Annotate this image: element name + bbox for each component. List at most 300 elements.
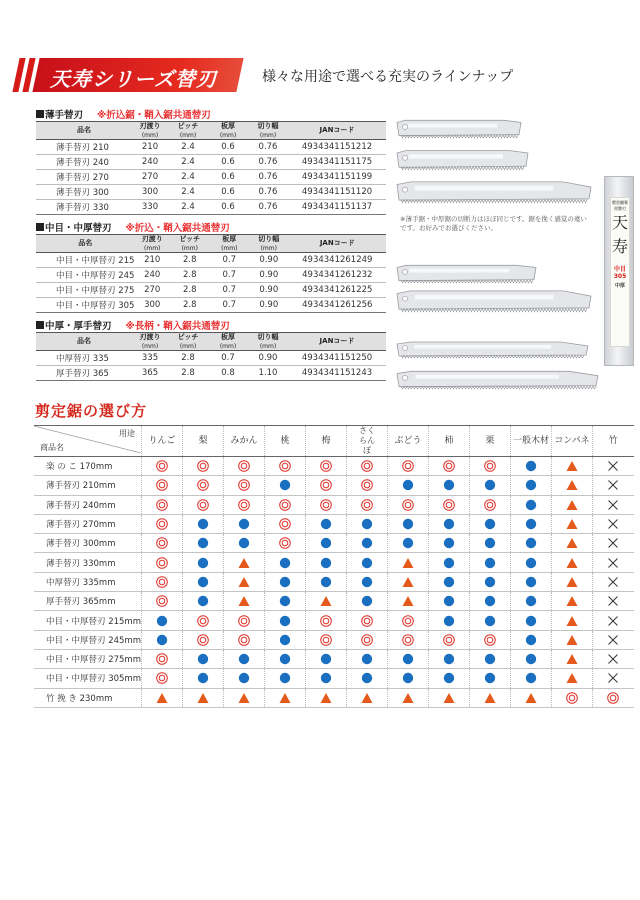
double-circle-icon [320,499,332,511]
table-cell: 4934341151250 [288,351,386,366]
column-header-label: 刃渡り [139,121,161,130]
suitability-cell [388,495,429,514]
cross-icon [607,518,619,530]
spec-heading-note: ※折込鋸・鞘入鋸共通替刃 [97,110,211,121]
double-circle-icon [443,499,455,511]
column-header-label: 切り幅 [258,234,280,243]
suitability-cell [511,688,552,707]
column-header [288,333,386,351]
suitability-cell [183,514,224,533]
suitability-cell [593,688,634,707]
table-row [36,366,386,381]
table-cell: 270 [134,283,170,298]
suitability-cell [429,649,470,668]
table-cell: 240 [132,155,168,170]
selection-table [34,425,634,708]
table-cell: 0.6 [208,200,248,215]
filled-circle-icon [361,653,373,665]
suitability-cell [224,534,265,553]
filled-circle-icon [402,479,414,491]
column-header-unit: (mm) [259,131,277,139]
suitability-cell [347,514,388,533]
blade-package [604,176,634,366]
column-header-label: ピッチ [177,121,199,130]
double-circle-icon [607,692,619,704]
filled-circle-icon [279,557,291,569]
suitability-cell [142,611,183,630]
suitability-cell [470,611,511,630]
column-header-unit: (mm) [181,244,198,252]
product-name: 中目・中厚替刃 305mm [34,669,142,688]
table-cell: 0.7 [208,351,248,366]
table-cell: 300 [132,185,168,200]
spec-heading-text: 中目・中厚替刃 [45,223,112,234]
table-cell: 薄手替刃 210 [36,140,132,155]
suitability-cell [593,457,634,476]
filled-circle-icon [525,672,537,684]
usage-column-header: さくらんぼ [347,426,388,457]
spec-table-medium [36,220,386,313]
suitability-cell [224,514,265,533]
suitability-cell [306,495,347,514]
table-cell: 0.76 [248,155,288,170]
corner-header [34,426,142,457]
suitability-cell [183,457,224,476]
suitability-cell [306,649,347,668]
table-row [36,185,386,200]
usage-column-header: りんご [142,426,183,457]
column-header-unit: (mm) [144,244,161,252]
product-name: 薄手替刃 300mm [34,534,142,553]
column-header [248,122,288,140]
filled-circle-icon [402,672,414,684]
suitability-cell [429,688,470,707]
table-cell: 中目・中厚替刃 245 [36,268,134,283]
filled-circle-icon [279,576,291,588]
selection-row [34,649,634,668]
suitability-cell [224,592,265,611]
suitability-cell [429,669,470,688]
table-cell: 2.4 [168,200,208,215]
suitability-cell [429,476,470,495]
suitability-cell [388,572,429,591]
suitability-cell [429,553,470,572]
spec-table [36,234,386,313]
triangle-icon [484,692,496,704]
spec-heading-text: 中厚・厚手替刃 [45,321,112,332]
suitability-cell [593,611,634,630]
table-cell: 薄手替刃 240 [36,155,132,170]
selection-row [34,553,634,572]
column-header-label: 切り幅 [257,121,279,130]
double-circle-icon [361,615,373,627]
suitability-cell [183,688,224,707]
suitability-cell [265,553,306,572]
saw-blade-icon [395,147,530,171]
filled-circle-icon [443,518,455,530]
double-circle-icon [156,479,168,491]
filled-circle-icon [320,653,332,665]
suitability-cell [347,534,388,553]
spec-heading [36,220,386,234]
filled-circle-icon [197,576,209,588]
suitability-cell [552,630,593,649]
suitability-cell [224,669,265,688]
table-row [36,268,386,283]
table-cell: 中目・中厚替刃 305 [36,298,134,313]
column-header-unit: (mm) [221,244,238,252]
suitability-cell [470,476,511,495]
suitability-cell [142,688,183,707]
suitability-cell [511,457,552,476]
triangle-icon [566,615,578,627]
suitability-cell [224,495,265,514]
triangle-icon [566,672,578,684]
cross-icon [607,576,619,588]
double-circle-icon [320,460,332,472]
suitability-cell [388,592,429,611]
suitability-cell [347,688,388,707]
suitability-cell [511,649,552,668]
cross-icon [607,672,619,684]
usage-column-header: ぶどう [388,426,429,457]
suitability-cell [470,495,511,514]
suitability-cell [470,572,511,591]
suitability-cell [347,495,388,514]
filled-circle-icon [197,537,209,549]
suitability-cell [552,688,593,707]
blade-note: ※薄手鋸・中厚鋸の切断力はほぼ同じです。鋸を挽く感覚の違いです。お好みでお選びください。 [400,215,587,232]
triangle-icon [279,692,291,704]
suitability-cell [593,649,634,668]
column-header-unit: (mm) [260,244,277,252]
saw-blade-icon [395,339,590,359]
double-circle-icon [156,672,168,684]
product-name: 薄手替刃 330mm [34,553,142,572]
usage-column-header: コンパネ [552,426,593,457]
filled-circle-icon [197,653,209,665]
selection-header-row [34,426,634,457]
suitability-cell [511,534,552,553]
filled-circle-icon [443,479,455,491]
column-header [36,333,132,351]
column-header [168,333,208,351]
filled-circle-icon [443,576,455,588]
product-name: 中厚替刃 335mm [34,572,142,591]
table-cell: 厚手替刃 365 [36,366,132,381]
filled-circle-icon [484,479,496,491]
suitability-cell [224,630,265,649]
column-header-unit: (mm) [141,342,159,350]
suitability-cell [142,553,183,572]
filled-circle-icon [238,537,250,549]
suitability-cell [183,476,224,495]
square-bullet-icon [36,223,44,231]
product-name: 楽 の こ 170mm [34,457,142,476]
column-header [208,333,248,351]
usage-column-header: 竹 [593,426,634,457]
table-row [36,200,386,215]
table-cell: 4934341151199 [288,170,386,185]
product-name: 薄手替刃 210mm [34,476,142,495]
filled-circle-icon [361,576,373,588]
filled-circle-icon [525,518,537,530]
suitability-cell [306,688,347,707]
package-label [610,197,630,347]
spec-heading-note: ※長柄・鞘入鋸共通替刃 [125,321,230,332]
double-circle-icon [402,499,414,511]
suitability-cell [224,457,265,476]
saw-blade-icon [395,117,523,139]
suitability-cell [224,688,265,707]
column-header [36,122,132,140]
suitability-cell [265,688,306,707]
double-circle-icon [156,537,168,549]
table-cell: 2.8 [170,268,210,283]
triangle-icon [566,557,578,569]
suitability-cell [306,592,347,611]
selection-title: 剪定鋸の選び方 [35,402,148,420]
product-name: 竹 挽 き 230mm [34,688,142,707]
filled-circle-icon [525,479,537,491]
suitability-cell [306,669,347,688]
selection-row [34,630,634,649]
filled-circle-icon [197,672,209,684]
suitability-cell [388,457,429,476]
usage-column-header: 栗 [470,426,511,457]
table-row [36,283,386,298]
double-circle-icon [279,499,291,511]
spec-table-thick [36,318,386,381]
filled-circle-icon [402,537,414,549]
triangle-icon [566,537,578,549]
filled-circle-icon [320,537,332,549]
table-cell: 4934341261232 [289,268,386,283]
suitability-cell [593,553,634,572]
cross-icon [607,537,619,549]
filled-circle-icon [443,615,455,627]
column-header-label: JANコード [319,126,355,134]
suitability-cell [224,649,265,668]
suitability-cell [429,630,470,649]
triangle-icon [443,692,455,704]
suitability-cell [265,457,306,476]
triangle-icon [320,595,332,607]
table-cell: 0.6 [208,155,248,170]
suitability-cell [183,572,224,591]
package-small-top: 剪定鋸専用替刃 [612,200,628,211]
suitability-cell [265,630,306,649]
suitability-cell [265,611,306,630]
suitability-cell [347,669,388,688]
table-cell: 2.8 [170,298,210,313]
filled-circle-icon [525,595,537,607]
suitability-cell [593,476,634,495]
table-cell: 0.90 [249,268,289,283]
usage-column-header: 一般木材 [511,426,552,457]
product-name: 薄手替刃 270mm [34,514,142,533]
double-circle-icon [156,595,168,607]
filled-circle-icon [279,615,291,627]
table-cell: 1.10 [248,366,288,381]
suitability-cell [470,669,511,688]
suitability-cell [552,592,593,611]
filled-circle-icon [156,615,168,627]
suitability-cell [265,669,306,688]
table-row [36,170,386,185]
suitability-cell [142,669,183,688]
suitability-cell [593,630,634,649]
package-red-label: 中目305 [613,266,627,280]
column-header-label: ピッチ [179,234,201,243]
triangle-icon [566,460,578,472]
double-circle-icon [402,460,414,472]
suitability-cell [470,514,511,533]
suitability-cell [306,534,347,553]
suitability-cell [429,592,470,611]
filled-circle-icon [525,634,537,646]
suitability-cell [224,476,265,495]
suitability-cell [347,611,388,630]
suitability-cell [470,592,511,611]
filled-circle-icon [361,595,373,607]
column-header [289,235,386,253]
table-cell: 0.7 [210,253,250,268]
filled-circle-icon [525,499,537,511]
table-cell: 2.8 [168,351,208,366]
double-circle-icon [156,518,168,530]
column-header [249,235,289,253]
filled-circle-icon [525,653,537,665]
product-name: 薄手替刃 240mm [34,495,142,514]
table-cell: 2.4 [168,170,208,185]
suitability-cell [183,553,224,572]
double-circle-icon [238,634,250,646]
filled-circle-icon [443,595,455,607]
triangle-icon [566,518,578,530]
double-circle-icon [279,460,291,472]
column-header-label: 板厚 [222,234,237,243]
selection-row [34,514,634,533]
table-cell: 365 [132,366,168,381]
filled-circle-icon [279,479,291,491]
suitability-cell [511,669,552,688]
table-cell: 270 [132,170,168,185]
table-cell: 330 [132,200,168,215]
triangle-icon [566,634,578,646]
suitability-cell [265,534,306,553]
suitability-cell [552,476,593,495]
suitability-cell [142,572,183,591]
suitability-cell [142,514,183,533]
suitability-cell [511,592,552,611]
cross-icon [607,615,619,627]
column-header [288,122,386,140]
filled-circle-icon [484,653,496,665]
filled-circle-icon [320,557,332,569]
suitability-cell [552,457,593,476]
triangle-icon [402,557,414,569]
corner-usage-label: 用途 [119,429,135,438]
double-circle-icon [156,460,168,472]
triangle-icon [402,595,414,607]
filled-circle-icon [525,460,537,472]
double-circle-icon [484,634,496,646]
suitability-cell [552,514,593,533]
table-cell: 薄手替刃 330 [36,200,132,215]
table-cell: 薄手替刃 300 [36,185,132,200]
saw-blade-icon [395,368,600,390]
double-circle-icon [197,634,209,646]
suitability-cell [429,534,470,553]
double-circle-icon [320,479,332,491]
suitability-cell [183,669,224,688]
suitability-cell [142,592,183,611]
suitability-cell [552,649,593,668]
triangle-icon [320,692,332,704]
column-header [36,235,134,253]
suitability-cell [306,476,347,495]
spec-table [36,332,386,381]
filled-circle-icon [320,518,332,530]
cross-icon [607,595,619,607]
suitability-cell [593,514,634,533]
double-circle-icon [484,499,496,511]
suitability-cell [224,611,265,630]
suitability-cell [429,611,470,630]
filled-circle-icon [484,576,496,588]
filled-circle-icon [156,634,168,646]
cross-icon [607,479,619,491]
double-circle-icon [238,479,250,491]
title-banner [14,54,240,94]
table-row [36,298,386,313]
table-cell: 4934341151120 [288,185,386,200]
column-header [170,235,210,253]
selection-row [34,669,634,688]
column-header [208,122,248,140]
filled-circle-icon [279,595,291,607]
table-cell: 4934341261225 [289,283,386,298]
filled-circle-icon [525,576,537,588]
square-bullet-icon [36,321,44,329]
column-header [132,122,168,140]
filled-circle-icon [361,672,373,684]
column-header-unit: (mm) [179,131,197,139]
filled-circle-icon [279,672,291,684]
suitability-cell [429,495,470,514]
suitability-cell [142,495,183,514]
suitability-cell [552,572,593,591]
suitability-cell [511,611,552,630]
suitability-cell [470,457,511,476]
double-circle-icon [443,460,455,472]
suitability-cell [142,534,183,553]
suitability-cell [470,649,511,668]
filled-circle-icon [443,537,455,549]
column-header-label: JANコード [319,239,355,247]
suitability-cell [183,611,224,630]
table-row [36,140,386,155]
filled-circle-icon [238,518,250,530]
filled-circle-icon [361,537,373,549]
suitability-cell [388,669,429,688]
double-circle-icon [361,460,373,472]
product-name: 厚手替刃 365mm [34,592,142,611]
suitability-cell [511,495,552,514]
column-header-unit: (mm) [219,131,237,139]
suitability-cell [552,611,593,630]
